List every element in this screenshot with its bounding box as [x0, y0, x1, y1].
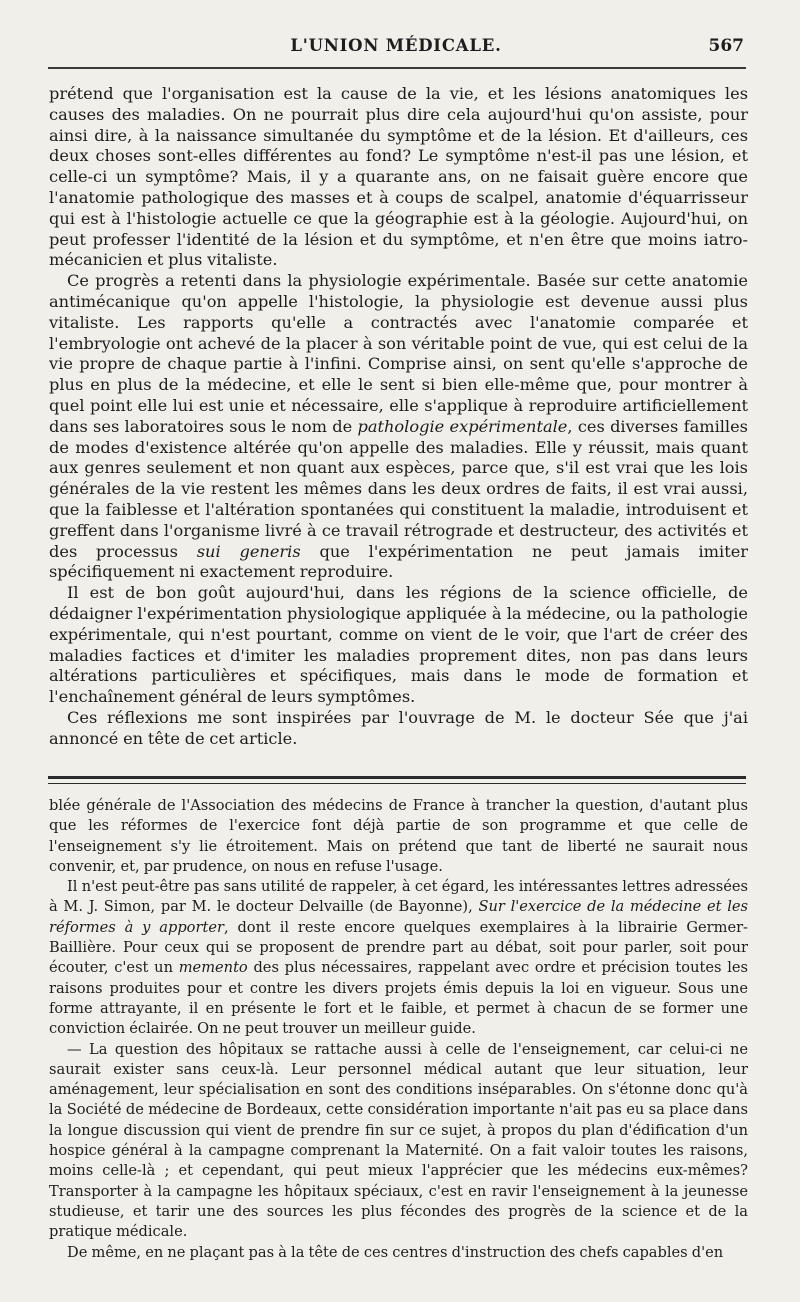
paragraph	[49, 1243, 748, 1263]
paragraph-text: , dont il reste encore quelques exemplaires à la librairie Germer-Baillière. Pour ceux qui se proposent de prendre part au débat, soit pour parler, soit pour écouter, c'est un	[49, 918, 748, 977]
header-rule	[48, 67, 746, 69]
section-separator	[48, 776, 746, 779]
paragraph-text: Ces réflexions me sont inspirées par l'ouvrage de M. le docteur Sée que j'ai annoncé en tête de cet article.	[49, 707, 748, 748]
paragraph-text: que l'expérimentation ne peut jamais imiter spécifiquement ni exactement reproduire.	[49, 541, 749, 582]
paragraph	[49, 271, 748, 583]
paragraph-text: blée générale de l'Association des médecins de France à trancher la question, d'autant plus que les réformes de l'exercice font déjà partie de son programme et que celle de l'enseignement s'y lie étroitement. Mais on prétend que tant de liberté ne saurait nous convenir, et, par prudence, on nous en refuse l'usage.	[49, 797, 748, 875]
paragraph-text: — La question des hôpitaux se rattache aussi à celle de l'enseignement, car celui-ci ne saurait exister sans ceux-là. Leur personnel médical autant que leur situation, leur aménagement, leur spécialisation en sont des conditions inséparables. On s'étonne donc qu'à la Société de médecine de Bordeaux, cette considération importante n'ait pas eu sa place dans la longue discussion qui vient de prendre fin sur ce sujet, à propos du plan d'édification d'un hospice général à la campagne comprenant la Maternité. On a fait valoir toutes les raisons, moins celle-là ; et cependant, qui peut mieux l'apprécier que les médecins eux-mêmes? Transporter à la campagne les hôpitaux spéciaux, c'est en ravir l'enseignement à la jeunesse studieuse, et tarir une des sources les plus fécondes des progrès de la science et de la pratique médicale.	[49, 1040, 748, 1241]
paragraph	[49, 877, 748, 1039]
paragraph-text: prétend que l'organisation est la cause de la vie, et les lésions anatomiques les causes des maladies. On ne pourrait plus dire cela aujourd'hui qu'on assiste, pour ainsi dire, à la naissance simultanée du symptôme et de la lésion. Et d'ailleurs, ces deux choses sont-elles différentes au fond? Le symptôme n'est-il pas une lésion, et celle-ci un symptôme? Mais, il y a quarante ans, on ne faisait guère encore que l'anatomie pathologique des masses et à coups de scalpel, anatomie d'équarrisseur qui est à l'histologie actuelle ce que la géographie est à la géologie. Aujourd'hui, on peut professer l'identité de la lésion et du symptôme, et n'en être que moins iatro-mécanicien et plus vitaliste.	[49, 84, 748, 270]
journal-title: L'UNION MÉDICALE.	[290, 36, 502, 55]
paragraph-text: Il est de bon goût aujourd'hui, dans les régions de la science officielle, de dédaigner l'expérimentation physiologique appliquée à la médecine, ou la pathologie expérimentale, qui n'est pourtant, comme on vient de le voir, que l'art de créer des maladies factices et d'imiter les maladies proprement dites, non pas dans leurs altérations particulières et spécifiques, mais dans le mode de formation et l'enchaînement général de leurs symptômes.	[49, 583, 748, 707]
chronicle-body	[49, 796, 748, 1263]
italic-term: pathologie expérimentale	[357, 416, 568, 436]
running-header	[48, 36, 744, 58]
paragraph-text: De même, en ne plaçant pas à la tête de ces centres d'instruction des chefs capables d'en	[67, 1243, 724, 1261]
page-number: 567	[708, 36, 744, 56]
italic-term: memento	[178, 959, 248, 977]
section-separator	[48, 783, 746, 784]
paragraph-text: Ce progrès a retenti dans la physiologie expérimentale. Basée sur cette anatomie antimécanique qu'on appelle l'histologie, la physiologie est devenue aussi plus vitaliste. Les rapports qu'elle a contractés avec l'anatomie comparée et l'embryologie ont achevé de la placer à son véritable point de vue, qui est celui de la vie propre de chaque partie à l'infini. Comprise ainsi, on sent qu'elle s'approche de plus en plus de la médecine, et elle le sent si bien elle-même que, pour montrer à quel point elle lui est unie et nécessaire, elle s'applique à reproduire artificiellement dans ses laboratoires sous le nom de	[49, 271, 748, 436]
article-body	[49, 84, 748, 750]
paragraph-text: des plus nécessaires, rappelant avec ordre et précision toutes les raisons produites pour et contre les divers projets émis depuis la loi en vigueur. Sous une forme attrayante, il en présente le fort et le faible, et permet à chacun de se former une conviction éclairée. On ne peut trouver un meilleur guide.	[49, 959, 749, 1038]
paragraph	[49, 583, 748, 708]
italic-title: Sur l'exercice de la médecine et les réformes à y apporter	[49, 898, 749, 936]
paragraph-text: , ces diverses familles de modes d'existence altérée qu'on appelle des maladies. Elle y réussit, mais quant aux genres seulement et non quant aux espèces, parce que, s'il est vrai que les lois générales de la vie restent les mêmes dans les deux ordres de faits, il est vrai aussi, que la faiblesse et l'altération spontanées qui constituent la maladie, introduisent et greffent dans l'organisme livré à ce travail rétrograde et destructeur, des activités et des processus	[49, 416, 748, 561]
paragraph	[49, 708, 748, 750]
italic-term: sui generis	[196, 541, 301, 561]
paragraph	[49, 796, 748, 877]
paragraph-text: Il n'est peut-être pas sans utilité de rappeler, à cet égard, les intéressantes lettres adressées à M. J. Simon, par M. le docteur Delvaille (de Bayonne),	[49, 878, 748, 916]
paragraph	[49, 1040, 748, 1243]
paragraph	[49, 84, 748, 271]
